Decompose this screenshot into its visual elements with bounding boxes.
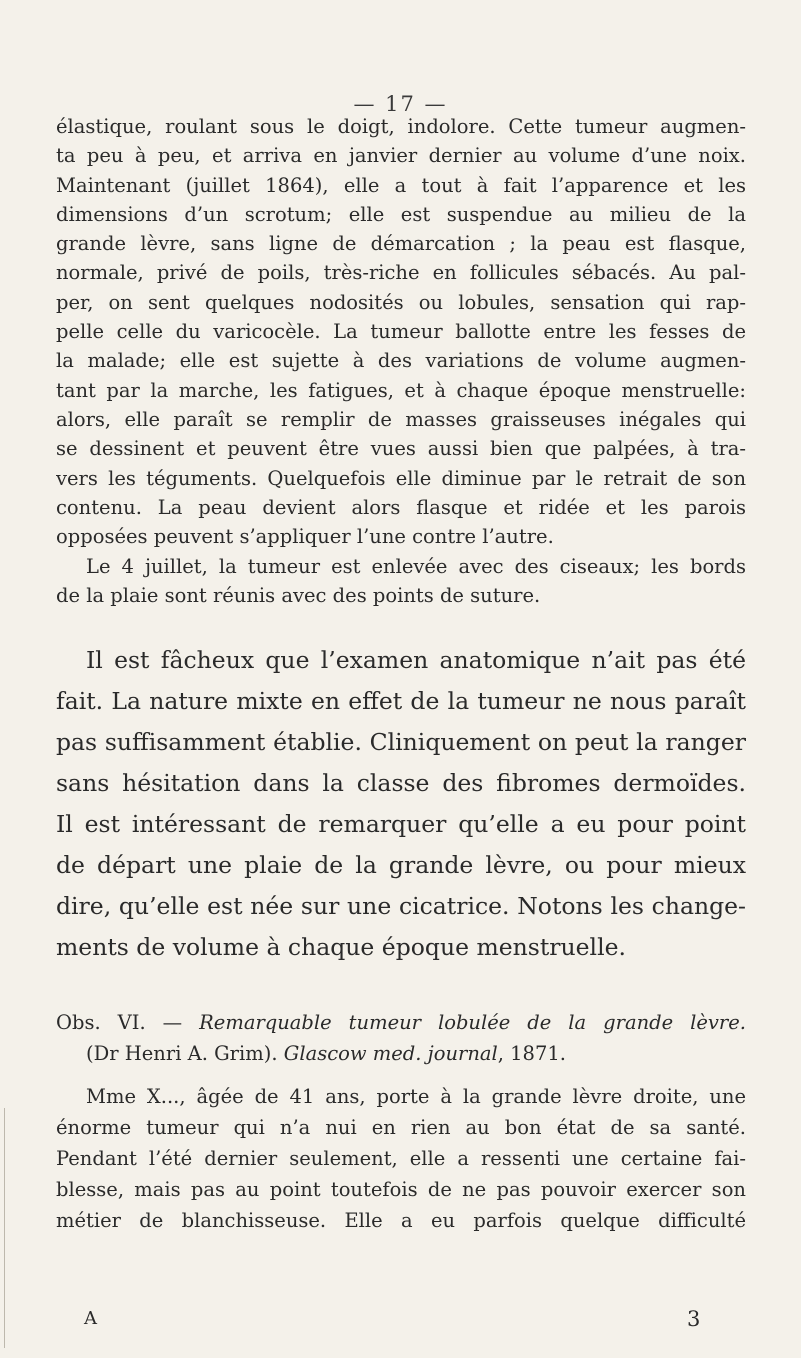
text-line: énorme tumeur qui n’a nui en rien au bon état de sa santé. [56,1116,746,1139]
text-line: vers les téguments. Quelquefois elle diminue par le retrait de son [56,466,746,490]
text-line: Il est fâcheux que l’examen anatomique n’ait pas été [86,646,746,674]
observation-heading [56,1007,746,1069]
obs-journal: Glascow med. journal [283,1042,498,1065]
text-line: dire, qu’elle est née sur une cicatrice. Notons les change- [56,892,746,920]
paragraph-4 [56,1081,746,1236]
signature-line [0,1306,801,1332]
text-line: Le 4 juillet, la tumeur est enlevée avec des ciseaux; les bords [86,555,746,578]
signature-letter: A [84,1308,97,1329]
text-line: la malade; elle est sujette à des variations de volume augmen- [56,349,746,373]
text-line: ta peu à peu, et arriva en janvier dernier au volume d’une noix. [56,144,746,168]
text-line: alors, elle paraît se remplir de masses graisseuses inégales qui [56,407,746,431]
text-line: per, on sent quelques nodosités ou lobules, sensation qui rap- [56,290,746,314]
page-edge-shadow [4,1108,5,1348]
text-line: grande lèvre, sans ligne de démarcation ; la peau est flasque, [56,232,746,256]
text-line: Pendant l’été dernier seulement, elle a ressenti une certaine fai- [56,1147,746,1170]
text-line: de départ une plaie de la grande lèvre, ou pour mieux [56,851,746,879]
text-line: Il est intéressant de remarquer qu’elle a eu pour point [56,810,746,838]
text-line: Maintenant (juillet 1864), elle a tout à fait l’apparence et les [56,173,746,197]
observation-heading-line-1 [56,1007,746,1038]
page-number: — 17 — [353,92,448,116]
text-line: de la plaie sont réunis avec des points de suture. [56,584,541,608]
obs-year: , 1871. [497,1042,566,1065]
text-line: Mme X..., âgée de 41 ans, porte à la grande lèvre droite, une [86,1085,746,1108]
text-line: opposées peuvent s’appliquer l’une contre l’autre. [56,525,554,549]
obs-title: Remarquable tumeur lobulée de la grande lèvre. [199,1011,746,1034]
text-line: ments de volume à chaque époque menstruelle. [56,933,626,961]
paragraph-1 [56,112,746,551]
text-line: élastique, roulant sous le doigt, indolore. Cette tumeur augmen- [56,115,746,138]
text-line: contenu. La peau devient alors flasque et ridée et les parois [56,495,746,519]
text-line: fait. La nature mixte en effet de la tumeur ne nous paraît [56,687,746,715]
text-line: métier de blanchisseuse. Elle a eu parfois quelque difficulté [56,1209,746,1232]
signature-number: 3 [687,1307,701,1331]
text-line: normale, privé de poils, très-riche en follicules sébacés. Au pal- [56,261,746,285]
text-line: pas suffisamment établie. Cliniquement on peut la ranger [56,728,746,756]
text-line: sans hésitation dans la classe des fibromes dermoïdes. [56,769,746,797]
obs-author: (Dr Henri A. Grim). [86,1042,278,1065]
observation-heading-line-2 [56,1038,746,1069]
text-line: dimensions d’un scrotum; elle est suspendue au milieu de la [56,202,746,226]
obs-label: Obs. VI. — [56,1011,183,1034]
text-line: tant par la marche, les fatigues, et à chaque époque menstruelle: [56,378,746,402]
paragraph-2 [56,552,746,611]
text-line: pelle celle du varicocèle. La tumeur ballotte entre les fesses de [56,320,746,344]
paragraph-3-commentary [56,640,746,968]
text-line: blesse, mais pas au point toutefois de ne pas pouvoir exercer son [56,1178,746,1201]
text-line: se dessinent et peuvent être vues aussi bien que palpées, à tra- [56,437,746,461]
